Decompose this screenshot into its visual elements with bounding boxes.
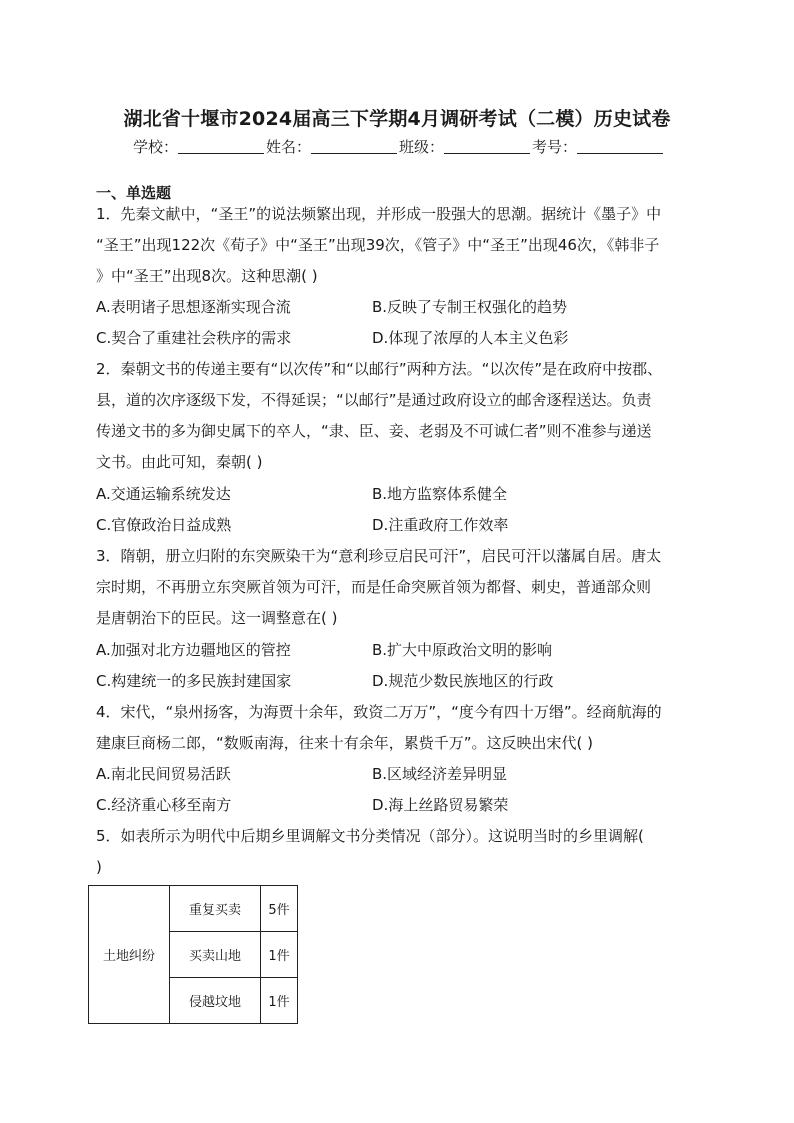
question-line: 是唐朝治下的臣民。这一调整意在( ) bbox=[96, 609, 338, 627]
school-label: 学校： bbox=[132, 138, 178, 156]
option-c[interactable]: C.契合了重建社会秩序的需求 bbox=[96, 329, 292, 347]
question-line: 建康巨商杨二郎，“数贩南海，往来十有余年，累赀千万”。这反映出宋代( ) bbox=[96, 734, 594, 752]
option-d[interactable]: D.规范少数民族地区的行政 bbox=[372, 672, 554, 690]
option-c[interactable]: C.构建统一的多民族封建国家 bbox=[96, 672, 292, 690]
question-1-options bbox=[96, 292, 700, 354]
option-c[interactable]: C.经济重心移至南方 bbox=[96, 796, 232, 814]
exam-title: 湖北省十堰市2024届高三下学期4月调研考试（二模）历史试卷 bbox=[123, 108, 671, 130]
question-line: 传递文书的多为御史属下的卒人，“隶、臣、妾、老弱及不可诚仁者”则不准参与递送 bbox=[96, 422, 652, 440]
question-2-options bbox=[96, 479, 700, 541]
question-line: 5．如表所示为明代中后期乡里调解文书分类情况（部分）。这说明当时的乡里调解( bbox=[96, 827, 644, 845]
exam-number-label: 考号： bbox=[532, 138, 578, 156]
question-line: 3．隋朝，册立归附的东突厥染干为“意利珍豆启民可汗”，启民可汗以藩属自居。唐太 bbox=[96, 547, 662, 565]
question-line: “圣王”出现122次《荀子》中“圣王”出现39次，《管子》中“圣王”出现46次，《韩非子 bbox=[96, 236, 660, 254]
table-row bbox=[89, 886, 298, 932]
student-info-line bbox=[0, 136, 794, 157]
option-b[interactable]: B.区域经济差异明显 bbox=[372, 765, 508, 783]
question-4-options bbox=[96, 759, 700, 821]
table-type-cell: 重复买卖 bbox=[170, 886, 261, 932]
name-label: 姓名： bbox=[265, 138, 311, 156]
question-3 bbox=[96, 541, 700, 634]
question-line: ) bbox=[96, 858, 102, 876]
question-4 bbox=[96, 697, 700, 759]
question-line: 文书。由此可知，秦朝( ) bbox=[96, 453, 263, 471]
question-2 bbox=[96, 354, 700, 478]
option-d[interactable]: D.注重政府工作效率 bbox=[372, 516, 509, 534]
table-count-cell: 1件 bbox=[261, 978, 298, 1024]
class-blank[interactable] bbox=[444, 139, 530, 154]
section-heading: 一、单选题 bbox=[96, 184, 172, 202]
question-line: 1．先秦文献中，“圣王”的说法频繁出现，并形成一股强大的思潮。据统计《墨子》中 bbox=[96, 205, 662, 223]
question-line: 县，道的次序逐级下发，不得延误；“以邮行”是通过政府设立的邮舍逐程送达。负责 bbox=[96, 391, 652, 409]
table-count-cell: 1件 bbox=[261, 932, 298, 978]
option-c[interactable]: C.官僚政治日益成熟 bbox=[96, 516, 232, 534]
option-a[interactable]: A.加强对北方边疆地区的管控 bbox=[96, 641, 291, 659]
table-type-cell: 侵越坟地 bbox=[170, 978, 261, 1024]
school-blank[interactable] bbox=[178, 139, 264, 154]
mediation-table bbox=[88, 885, 298, 1024]
exam-number-blank[interactable] bbox=[577, 139, 663, 154]
option-d[interactable]: D.海上丝路贸易繁荣 bbox=[372, 796, 509, 814]
question-line: 4．宋代，“泉州扬客，为海贾十余年，致资二万万”，“度今有四十万缗”。经商航海的 bbox=[96, 703, 662, 721]
question-line: 》中“圣王”出现8次。这种思潮( ) bbox=[96, 267, 318, 285]
option-a[interactable]: A.交通运输系统发达 bbox=[96, 485, 231, 503]
option-b[interactable]: B.反映了专制王权强化的趋势 bbox=[372, 298, 568, 316]
option-a[interactable]: A.南北民间贸易活跃 bbox=[96, 765, 231, 783]
question-3-options bbox=[96, 635, 700, 697]
table-type-cell: 买卖山地 bbox=[170, 932, 261, 978]
question-line: 2．秦朝文书的传递主要有“以次传”和“以邮行”两种方法。“以次传”是在政府中按郡、 bbox=[96, 360, 663, 378]
option-d[interactable]: D.体现了浓厚的人本主义色彩 bbox=[372, 329, 569, 347]
question-5 bbox=[96, 821, 700, 883]
class-label: 班级： bbox=[399, 138, 445, 156]
option-a[interactable]: A.表明诸子思想逐渐实现合流 bbox=[96, 298, 291, 316]
question-1 bbox=[96, 199, 700, 292]
table-count-cell: 5件 bbox=[261, 886, 298, 932]
question-line: 宗时期，不再册立东突厥首领为可汗，而是任命突厥首领为都督、刺史，普通部众则 bbox=[96, 578, 652, 596]
name-blank[interactable] bbox=[311, 139, 397, 154]
option-b[interactable]: B.扩大中原政治文明的影响 bbox=[372, 641, 553, 659]
table-category-cell: 土地纠纷 bbox=[89, 886, 170, 1024]
option-b[interactable]: B.地方监察体系健全 bbox=[372, 485, 508, 503]
